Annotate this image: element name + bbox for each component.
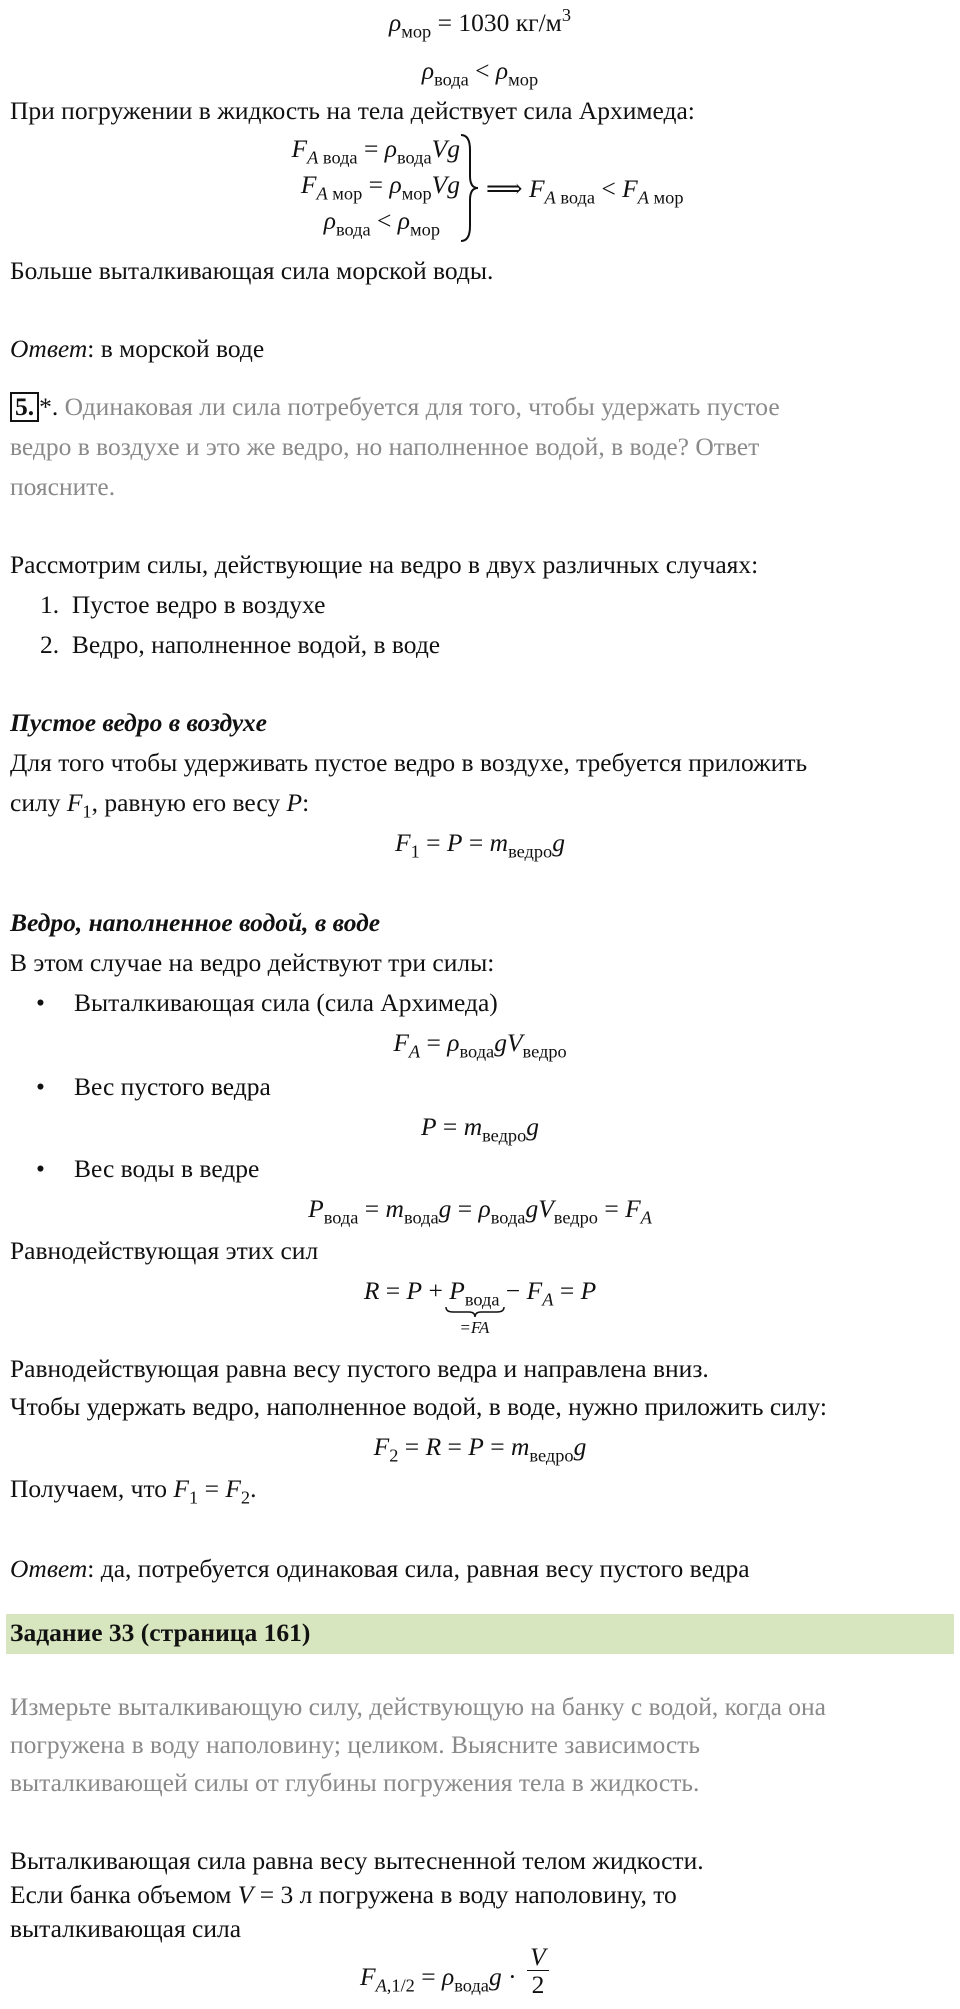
answer-2: Ответ: да, потребуется одинаковая сила, равная весу пустого ведра — [10, 1554, 750, 1583]
task-number-badge: 5. — [10, 392, 39, 422]
task5-question: 5. *. Одинаковая ли сила потребуется для того, чтобы удержать пустое — [10, 392, 780, 423]
formula-f1: $F_1 = P = m_{ведро}g$ — [395, 828, 565, 862]
hold-text: Чтобы удержать ведро, наполненное водой, в воде, нужно приложить силу: — [10, 1392, 828, 1421]
formula-rho-sea: $\rho_{мор} = 1030$ $кг/м^3$ — [389, 4, 571, 42]
get-text: Получаем, что $F_1 = F_2$. — [10, 1474, 257, 1508]
formula-rho-ineq: $\rho_{вода} < \rho_{мор}$ — [421, 56, 539, 90]
archimedes-intro: При погружении в жидкость на тела действует сила Архимеда: — [10, 96, 695, 125]
case1-text-l2: силу $F_1$, равную его весу P: — [10, 788, 310, 822]
formula-p-water: $P_{вода} = m_{вода}g = \rho_{вода}gV_{ведро} = F_A$ — [308, 1194, 652, 1228]
conclusion-text: Больше выталкивающая сила морской воды. — [10, 256, 494, 285]
formula-fa: $F_A = \rho_{вода}gV_{ведро}$ — [393, 1028, 567, 1062]
bullet-icon: • — [36, 988, 45, 1017]
right-brace-icon — [458, 132, 482, 244]
formula-p: $P = m_{ведро}g$ — [420, 1112, 540, 1146]
list-item: 2. Ведро, наполненное водой, в воде — [40, 630, 441, 659]
list-item: 1. Пустое ведро в воздухе — [40, 590, 326, 619]
task-banner: Задание 33 (страница 161) — [6, 1614, 954, 1654]
task33-question-l3: выталкивающей силы от глубины погружения тела в жидкость. — [10, 1768, 700, 1797]
task33-question-l2: погружена в воду наполовину; целиком. Выясните зависимость — [10, 1730, 700, 1759]
case2-title: Ведро, наполненное водой, в воде — [10, 908, 381, 937]
underbrace-label: =FA — [459, 1318, 490, 1337]
case2-intro: В этом случае на ведро действуют три силы: — [10, 948, 495, 977]
case1-text: Для того чтобы удерживать пустое ведро в воздухе, требуется приложить — [10, 748, 808, 777]
resultant-text: Равнодействующая равна весу пустого ведра и направлена вниз. — [10, 1354, 709, 1383]
formula-f2: $F_2 = R = P = m_{ведро}g$ — [373, 1432, 587, 1466]
task33-solution-l3: выталкивающая сила — [10, 1914, 242, 1943]
answer-1: Ответ: в морской воде — [10, 334, 265, 363]
task5-question-l3: поясните. — [10, 472, 116, 501]
formula-system: $F_{A вода} = \rho_{вода}Vg$ $F_{A мор} = \rho_{мор}Vg$ $\rho_{вода} < \rho_{мор}$ ⟹ $F_{A вода} < F_{A мор}$ — [240, 132, 760, 244]
formula-fa-half: $F_{A,1/2} = \rho_{вода}g$ · $\frac{V}{2}$ — [360, 1944, 549, 1999]
underbrace-icon — [445, 1306, 505, 1318]
resultant-intro: Равнодействующая этих сил — [10, 1236, 319, 1265]
list-item: Вес пустого ведра — [74, 1072, 271, 1101]
task5-intro: Рассмотрим силы, действующие на ведро в двух различных случаях: — [10, 550, 759, 579]
task5-question-l2: ведро в воздухе и это же ведро, но наполненное водой, в воде? Ответ — [10, 432, 760, 461]
list-item: Вес воды в ведре — [74, 1154, 260, 1183]
bullet-icon: • — [36, 1072, 45, 1101]
task33-question: Измерьте выталкивающую силу, действующую на банку с водой, когда она — [10, 1692, 826, 1721]
case1-title: Пустое ведро в воздухе — [10, 708, 267, 737]
list-item: Выталкивающая сила (сила Архимеда) — [74, 988, 498, 1017]
formula-resultant: $R = P + P_{вода}$ =FA − $F_A = P$ — [363, 1276, 597, 1337]
bullet-icon: • — [36, 1154, 45, 1183]
task33-solution-l2: Если банка объемом V = 3 л погружена в воду наполовину, то — [10, 1880, 677, 1909]
task33-solution: Выталкивающая сила равна весу вытесненной телом жидкости. — [10, 1846, 704, 1875]
